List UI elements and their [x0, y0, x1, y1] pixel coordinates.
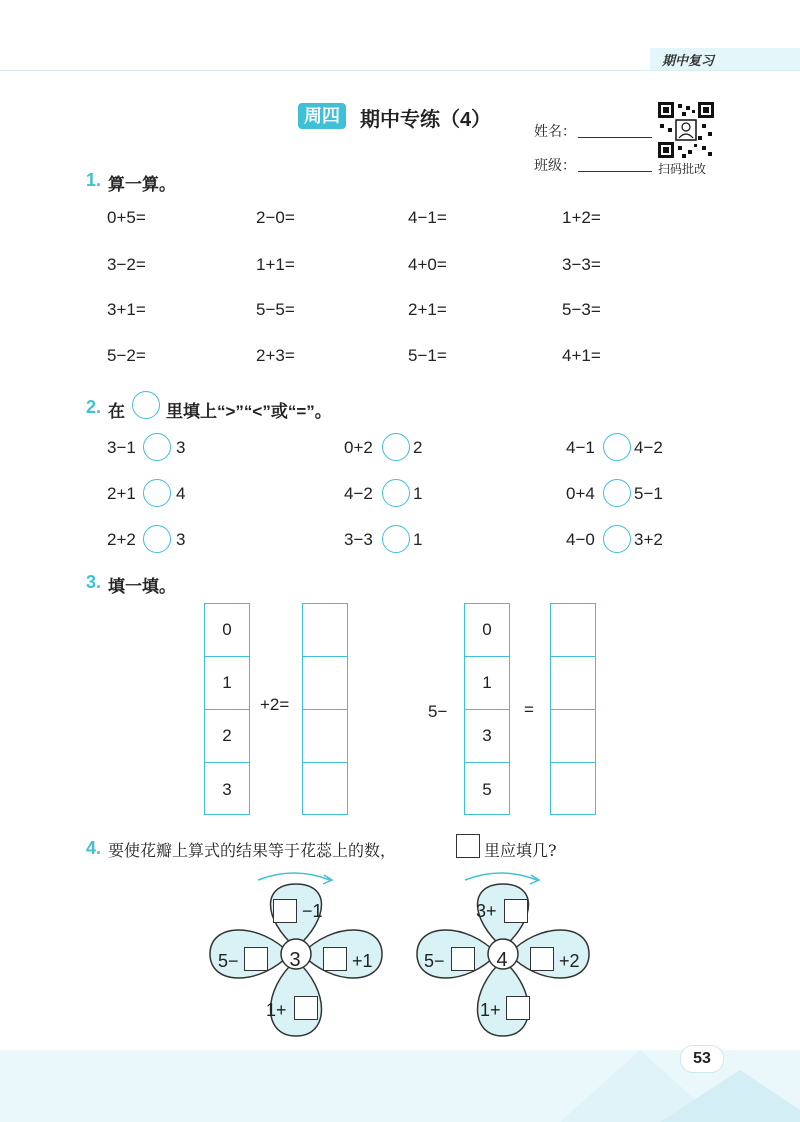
q2-right: 2 [413, 438, 423, 457]
name-label: 姓名： [534, 123, 576, 139]
answer-box[interactable] [551, 763, 595, 816]
q1-expr: 1+2= [562, 208, 601, 227]
q2-prefix: 在 [108, 402, 125, 421]
compare-circle[interactable] [382, 433, 410, 461]
q4-instruction-a: 要使花瓣上算式的结果等于花蕊上的数， [108, 841, 397, 860]
q1-expr: 5−2= [107, 346, 146, 365]
q2-right: 4−2 [634, 438, 663, 457]
q3-left-answers [302, 603, 348, 815]
q1-expr: 3−2= [107, 255, 146, 274]
q3-right-cell: 5 [482, 779, 492, 799]
q3-right-equals: = [524, 700, 534, 719]
q3-left-cell: 2 [205, 710, 249, 763]
compare-circle[interactable] [382, 525, 410, 553]
petal-bottom-text: 1+ [480, 1000, 501, 1020]
q2-left: 4−0 [566, 530, 595, 549]
q3-right-cell: 1 [465, 657, 509, 710]
page-title: 期中专练（4） [360, 109, 492, 131]
q2-left: 0+4 [566, 484, 595, 503]
q1-number: 1. [86, 170, 102, 190]
q1-expr: 2−0= [256, 208, 295, 227]
answer-box[interactable] [303, 604, 347, 657]
answer-box[interactable] [294, 996, 318, 1020]
q1-expr: 3+1= [107, 300, 146, 319]
q3-left-cell: 1 [205, 657, 249, 710]
q2-left: 2+2 [107, 530, 136, 549]
q3-right-answers [550, 603, 596, 815]
answer-box[interactable] [551, 657, 595, 710]
q2-instruction: 里填上“>”“<”或“=”。 [166, 402, 332, 421]
answer-box[interactable] [451, 947, 475, 971]
q1-expr: 1+1= [256, 255, 295, 274]
q2-right: 5−1 [634, 484, 663, 503]
petal-right-text: +2 [559, 951, 580, 971]
answer-box[interactable] [551, 710, 595, 763]
rotation-arrow-icon [258, 873, 330, 880]
q1-expr: 5−3= [562, 300, 601, 319]
q1-expr: 3−3= [562, 255, 601, 274]
answer-box[interactable] [506, 996, 530, 1020]
petal-top-text: −1 [302, 901, 323, 921]
q1-expr: 5−1= [408, 346, 447, 365]
section-label: 期中复习 [662, 53, 715, 68]
answer-box[interactable] [323, 947, 347, 971]
q3-instruction: 填一填。 [108, 577, 176, 596]
q2-number: 2. [86, 397, 102, 417]
q3-left-operator: +2= [260, 695, 290, 714]
day-badge: 周四 [298, 103, 346, 129]
q1-expr: 2+1= [408, 300, 447, 319]
answer-box[interactable] [303, 657, 347, 710]
answer-box[interactable] [303, 710, 347, 763]
q2-right: 3 [176, 438, 186, 457]
flower-center-number: 4 [496, 949, 508, 971]
compare-circle[interactable] [603, 433, 631, 461]
q4-instruction-b: 里应填几? [484, 841, 557, 860]
class-label: 班级： [534, 157, 576, 173]
compare-circle[interactable] [603, 479, 631, 507]
q1-expr: 4−1= [408, 208, 447, 227]
q1-instruction: 算一算。 [108, 175, 176, 194]
answer-box[interactable] [551, 604, 595, 657]
q2-left: 4−1 [566, 438, 595, 457]
q2-right: 1 [413, 530, 423, 549]
q2-right: 4 [176, 484, 186, 503]
compare-circle[interactable] [382, 479, 410, 507]
compare-circle[interactable] [143, 433, 171, 461]
q3-right-prefix: 5− [428, 702, 448, 721]
compare-circle[interactable] [603, 525, 631, 553]
q3-right-column [464, 603, 510, 815]
petal-left-text: 5− [218, 951, 239, 971]
q3-left-column [204, 603, 250, 815]
compare-circle[interactable] [143, 479, 171, 507]
answer-box[interactable] [244, 947, 268, 971]
q1-expr: 4+1= [562, 346, 601, 365]
class-field[interactable] [578, 171, 652, 172]
petal-left-text: 5− [424, 951, 445, 971]
qr-caption: 扫码批改 [658, 162, 707, 176]
petal-bottom-text: 1+ [266, 1000, 287, 1020]
q2-left: 0+2 [344, 438, 373, 457]
q3-left-cell: 3 [222, 779, 232, 799]
q3-right-cell: 3 [465, 710, 509, 763]
q2-right: 1 [413, 484, 423, 503]
page-number: 53 [680, 1045, 724, 1073]
q3-left-cell: 0 [205, 604, 249, 657]
q2-left: 3−1 [107, 438, 136, 457]
petal-top-text: 3+ [476, 901, 497, 921]
rotation-arrow-icon [465, 873, 537, 880]
header-divider [0, 70, 800, 71]
answer-box[interactable] [530, 947, 554, 971]
q2-left: 2+1 [107, 484, 136, 503]
q1-expr: 0+5= [107, 208, 146, 227]
name-field[interactable] [578, 137, 652, 138]
circle-icon [132, 391, 160, 419]
answer-box[interactable] [504, 899, 528, 923]
q2-right: 3+2 [634, 530, 663, 549]
answer-box[interactable] [273, 899, 297, 923]
q1-expr: 4+0= [408, 255, 447, 274]
q2-right: 3 [176, 530, 186, 549]
square-icon [456, 834, 480, 858]
flower-center-number: 3 [289, 949, 301, 971]
petal-right-text: +1 [352, 951, 373, 971]
q3-number: 3. [86, 572, 102, 592]
q1-expr: 2+3= [256, 346, 295, 365]
q3-right-cell: 0 [465, 604, 509, 657]
q2-left: 3−3 [344, 530, 373, 549]
q2-left: 4−2 [344, 484, 373, 503]
q1-expr: 5−5= [256, 300, 295, 319]
qr-code-icon[interactable] [658, 102, 714, 158]
compare-circle[interactable] [143, 525, 171, 553]
q4-number: 4. [86, 838, 102, 858]
answer-box[interactable] [303, 763, 347, 816]
